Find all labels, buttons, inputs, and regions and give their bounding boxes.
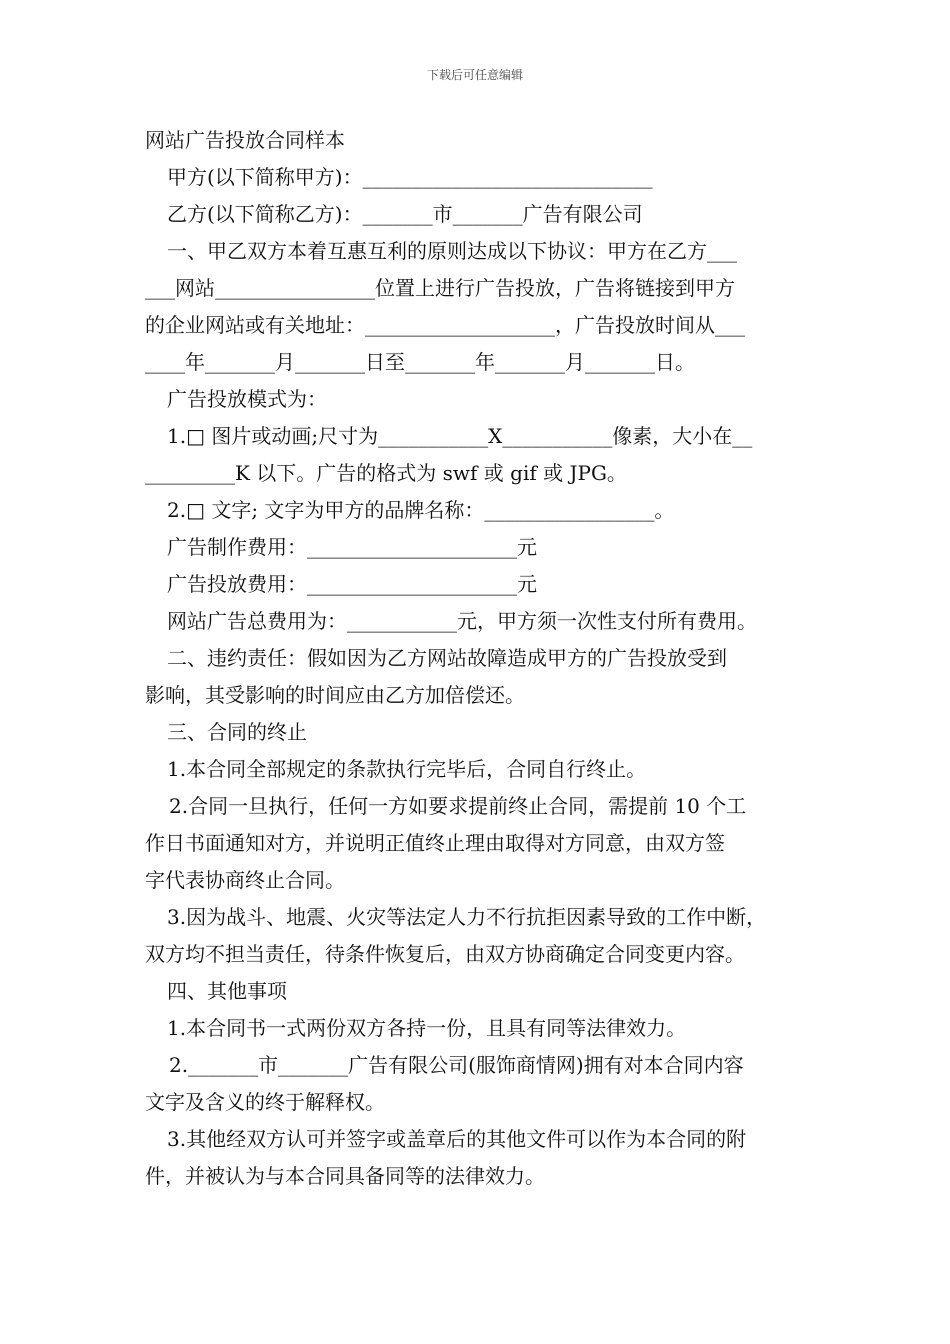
- text-line: 1.本合同全部规定的条款执行完毕后，合同自行终止。: [167, 757, 647, 781]
- document-body: [145, 122, 815, 1195]
- document-title: 网站广告投放合同样本: [145, 128, 345, 152]
- text-line: 2.合同一旦执行，任何一方如要求提前终止合同，需提前 10 个工: [169, 794, 747, 818]
- text-line: 双方均不担当责任，待条件恢复后，由双方协商确定合同变更内容。: [145, 942, 745, 966]
- text-line: 3.其他经双方认可并签字或盖章后的其他文件可以作为本合同的附: [167, 1127, 747, 1151]
- text-line: 字代表协商终止合同。: [145, 868, 345, 892]
- text-line: ___网站________________位置上进行广告投放，广告将链接到甲方: [145, 276, 735, 300]
- text-line: 影响，其受影响的时间应由乙方加倍偿还。: [145, 683, 525, 707]
- text-line: 广告制作费用：_____________________元: [167, 535, 537, 559]
- text-line: 件，并被认为与本合同具备同等的法律效力。: [145, 1164, 545, 1188]
- text-line: 文字及含义的终于解释权。: [145, 1090, 385, 1114]
- text-line: 1.□ 图片或动画;尺寸为___________X___________像素，大小在__: [167, 424, 753, 448]
- text-line: 二、违约责任：假如因为乙方网站故障造成甲方的广告投放受到: [167, 646, 727, 670]
- text-line: 2._______市_______广告有限公司(服饰商情网)拥有对本合同内容: [169, 1053, 744, 1077]
- text-line: 的企业网站或有关地址：___________________，广告投放时间从___: [145, 313, 745, 337]
- text-line: 2.□ 文字; 文字为甲方的品牌名称：_________________。: [167, 498, 675, 522]
- text-line: 甲方(以下简称甲方)：_____________________________: [167, 165, 653, 189]
- text-line: 三、合同的终止: [167, 720, 307, 744]
- text-line: 1.本合同书一式两份双方各持一份，且具有同等法律效力。: [167, 1016, 687, 1040]
- text-line: 作日书面通知对方，并说明正值终止理由取得对方同意，由双方签: [145, 831, 725, 855]
- text-line: 网站广告总费用为：___________元，甲方须一次性支付所有费用。: [167, 609, 757, 633]
- text-line: 一、甲乙双方本着互惠互利的原则达成以下协议：甲方在乙方___: [167, 239, 737, 263]
- text-line: _________K 以下。广告的格式为 swf 或 gif 或 JPG。: [145, 461, 627, 485]
- page-header: 下载后可任意编辑: [426, 68, 523, 82]
- text-line: 四、其他事项: [167, 979, 287, 1003]
- text-line: ____年_______月_______日至_______年_______月_______日。: [145, 350, 695, 374]
- text-line: 广告投放模式为：: [167, 387, 327, 411]
- text-line: 3.因为战斗、地震、火灾等法定人力不行抗拒因素导致的工作中断，: [167, 905, 767, 929]
- text-line: 乙方(以下简称乙方)：_______市_______广告有限公司: [167, 202, 643, 226]
- text-line: 广告投放费用：_____________________元: [167, 572, 537, 596]
